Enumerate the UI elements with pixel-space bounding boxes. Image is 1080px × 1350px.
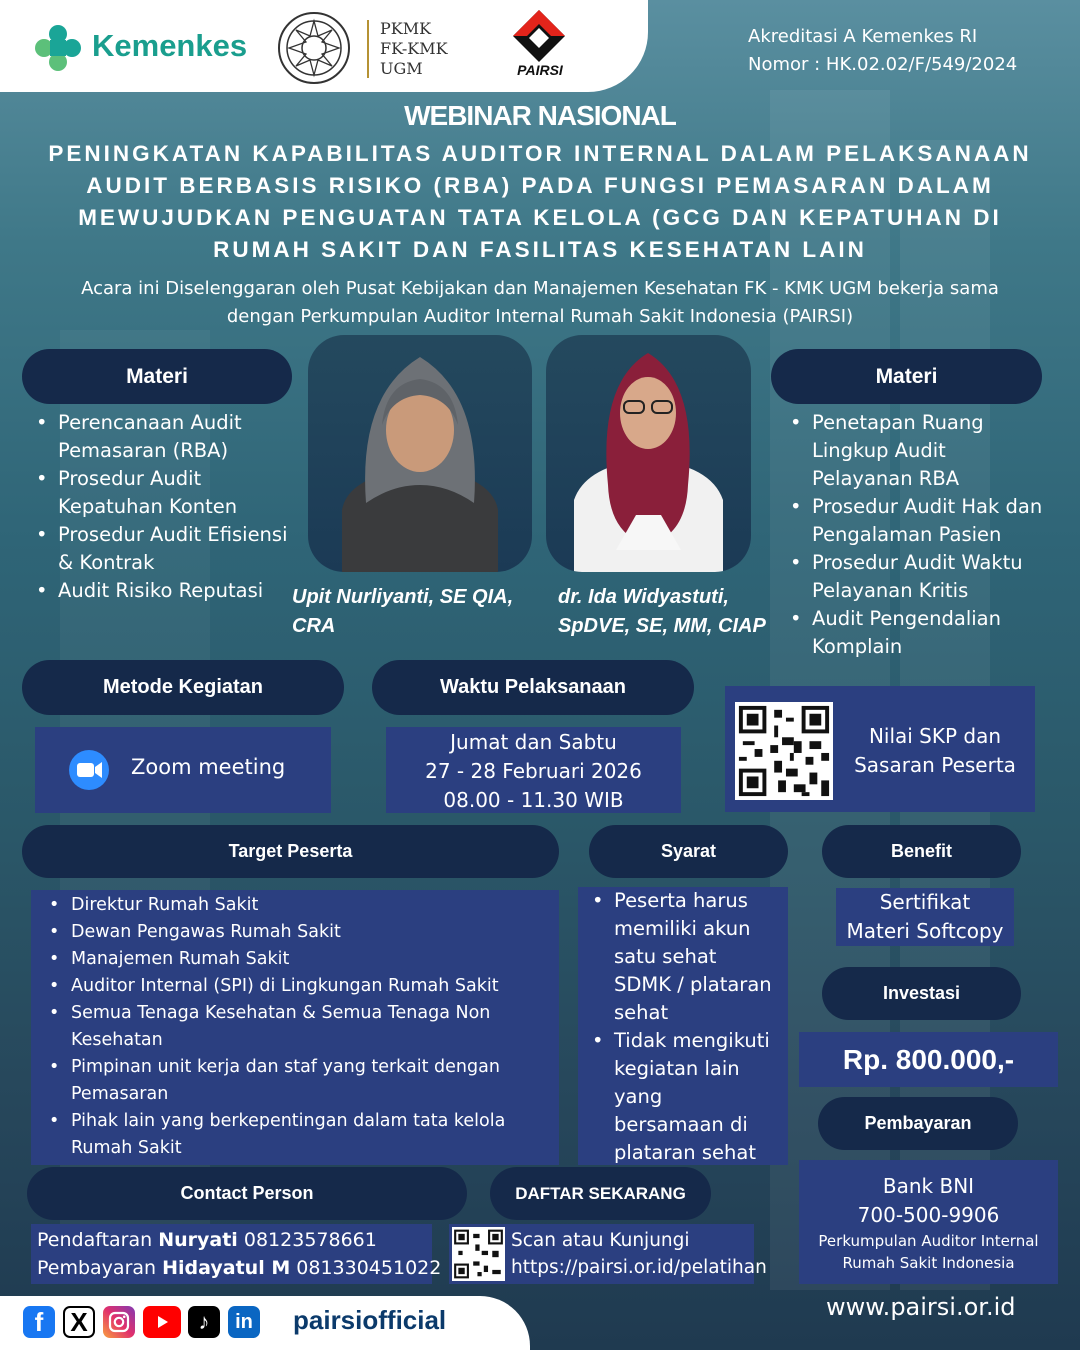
pairsi-logo-icon	[511, 8, 567, 64]
waktu-label: Waktu Pelaksanaan	[372, 660, 694, 715]
metode-box	[35, 727, 331, 813]
contact-payment: Pembayaran Hidayatul M 081330451022	[37, 1257, 442, 1279]
speaker-name-2: dr. Ida Widyastuti, SpDVE, SE, MM, CIAP	[558, 586, 766, 637]
list-item: • Prosedur Audit Kepatuhan Konten	[22, 465, 302, 521]
materi-right-label: Materi	[771, 349, 1042, 404]
daftar-qr-code-icon[interactable]	[452, 1227, 505, 1281]
list-item: • Penetapan Ruang Lingkup Audit Pelayanan RBA	[776, 409, 1066, 493]
contact-label: Contact Person	[27, 1167, 467, 1220]
target-list	[35, 892, 553, 1162]
materi-left-label: Materi	[22, 349, 292, 404]
list-item: • Prosedur Audit Hak dan Pengalaman Pasien	[776, 493, 1066, 549]
investasi-box	[799, 1032, 1058, 1087]
daftar-sekarang-button[interactable]: DAFTAR SEKARANG	[490, 1167, 711, 1220]
skp-qr-code-icon[interactable]	[735, 702, 833, 800]
ugm-seal-icon	[276, 10, 352, 86]
accreditation-number: Nomor : HK.02.02/F/549/2024	[748, 54, 1018, 75]
list-item: • Tidak mengikuti kegiatan lain yang bersamaan di plataran sehat	[578, 1027, 788, 1167]
investasi-price: Rp. 800.000,-	[842, 1043, 1015, 1075]
list-item: • Dewan Pengawas Rumah Sakit	[35, 919, 553, 946]
speaker-photo-1	[308, 335, 532, 572]
list-item: • Pimpinan unit kerja dan staf yang terkait dengan Pemasaran	[35, 1054, 553, 1108]
bank-name: Bank BNI	[882, 1174, 975, 1198]
account-holder: Perkumpulan Auditor Internal Rumah Sakit Indonesia	[818, 1232, 1039, 1272]
list-item: • Perencanaan Audit Pemasaran (RBA)	[22, 409, 302, 465]
waktu-hours: 08.00 - 11.30 WIB	[443, 788, 624, 812]
speaker-photo-2	[546, 335, 751, 572]
pkmk-logo-text: PKMK FK-KMK UGM	[380, 19, 448, 78]
list-item: • Direktur Rumah Sakit	[35, 892, 553, 919]
pairsi-logo-text: PAIRSI	[517, 62, 563, 78]
metode-label: Metode Kegiatan	[22, 660, 344, 715]
website-link[interactable]: www.pairsi.or.id	[826, 1293, 1016, 1321]
list-item: • Manajemen Rumah Sakit	[35, 946, 553, 973]
zoom-icon	[68, 749, 110, 791]
account-number: 700-500-9906	[857, 1203, 1000, 1227]
skp-box[interactable]	[725, 686, 1035, 812]
materi-right-list	[776, 409, 1066, 661]
logo-bar	[0, 0, 648, 92]
list-item: • Auditor Internal (SPI) di Lingkungan Rumah Sakit	[35, 973, 553, 1000]
organizer-text: Acara ini Diselenggaran oleh Pusat Kebijakan dan Manajemen Kesehatan FK - KMK UGM bekerja sama dengan Perkumpulan Auditor Internal Rumah Sakit Indonesia (PAIRSI)	[81, 278, 999, 327]
daftar-box[interactable]	[449, 1224, 767, 1284]
facebook-icon[interactable]: f	[23, 1306, 55, 1338]
instagram-icon[interactable]	[103, 1306, 135, 1338]
list-item: • Audit Pengendalian Komplain	[776, 605, 1066, 661]
list-item: • Pihak lain yang berkepentingan dalam tata kelola Rumah Sakit	[35, 1108, 553, 1162]
daftar-url-link[interactable]: https://pairsi.or.id/pelatihan	[511, 1257, 767, 1278]
youtube-icon[interactable]	[143, 1306, 181, 1338]
waktu-box	[386, 727, 681, 813]
speaker-name-1: Upit Nurliyanti, SE QIA, CRA	[292, 586, 514, 637]
pembayaran-box	[799, 1160, 1058, 1284]
benefit-item: Sertifikat	[879, 890, 971, 914]
contact-registration: Pendaftaran Nuryati 08123578661	[37, 1229, 377, 1251]
kemenkes-logo-text: Kemenkes	[92, 28, 248, 63]
benefit-item: Materi Softcopy	[846, 919, 1004, 943]
target-box	[31, 890, 559, 1165]
linkedin-icon[interactable]: in	[228, 1306, 260, 1338]
benefit-label: Benefit	[822, 825, 1021, 878]
investasi-label: Investasi	[822, 967, 1021, 1020]
list-item: • Audit Risiko Reputasi	[22, 577, 302, 605]
syarat-box	[578, 887, 788, 1165]
list-item: • Peserta harus memiliki akun satu sehat SDMK / plataran sehat	[578, 887, 788, 1027]
syarat-label: Syarat	[589, 825, 788, 878]
list-item: • Prosedur Audit Efisiensi & Kontrak	[22, 521, 302, 577]
accreditation-line: Akreditasi A Kemenkes RI	[748, 26, 978, 47]
accreditation	[748, 23, 1017, 79]
list-item: • Prosedur Audit Waktu Pelayanan Kritis	[776, 549, 1066, 605]
metode-value: Zoom meeting	[131, 755, 286, 779]
tiktok-icon[interactable]: ♪	[188, 1306, 220, 1338]
daftar-text: Scan atau Kunjungi https://pairsi.or.id/pelatihan	[511, 1227, 767, 1281]
speaker-1-portrait-icon	[308, 335, 532, 572]
pkmk-divider	[367, 20, 369, 78]
target-label: Target Peserta	[22, 825, 559, 878]
materi-left-list	[22, 409, 302, 605]
social-handle: pairsiofficial	[293, 1305, 447, 1335]
webinar-title: WEBINAR NASIONAL	[404, 100, 676, 131]
syarat-list	[578, 887, 788, 1167]
contact-box	[31, 1224, 442, 1284]
speaker-2-portrait-icon	[546, 335, 751, 572]
kemenkes-logo-icon	[34, 24, 82, 72]
x-twitter-icon[interactable]: X	[63, 1306, 95, 1338]
waktu-dates: 27 - 28 Februari 2026	[425, 759, 642, 783]
benefit-box	[836, 888, 1014, 946]
pembayaran-label: Pembayaran	[818, 1097, 1018, 1150]
list-item: • Semua Tenaga Kesehatan & Semua Tenaga Non Kesehatan	[35, 1000, 553, 1054]
waktu-days: Jumat dan Sabtu	[450, 730, 617, 754]
skp-text: Nilai SKP dan Sasaran Peserta	[854, 724, 1016, 777]
webinar-subtitle: PENINGKATAN KAPABILITAS AUDITOR INTERNAL DALAM PELAKSANAAN AUDIT BERBASIS RISIKO (RBA) PADA FUNGSI PEMASARAN DALAM MEWUJUDKAN PENGUATAN TATA KELOLA (GCG DAN KEPATUHAN DI RUMAH SAKIT DAN FASILITAS KESEHATAN LAIN	[48, 141, 1032, 262]
